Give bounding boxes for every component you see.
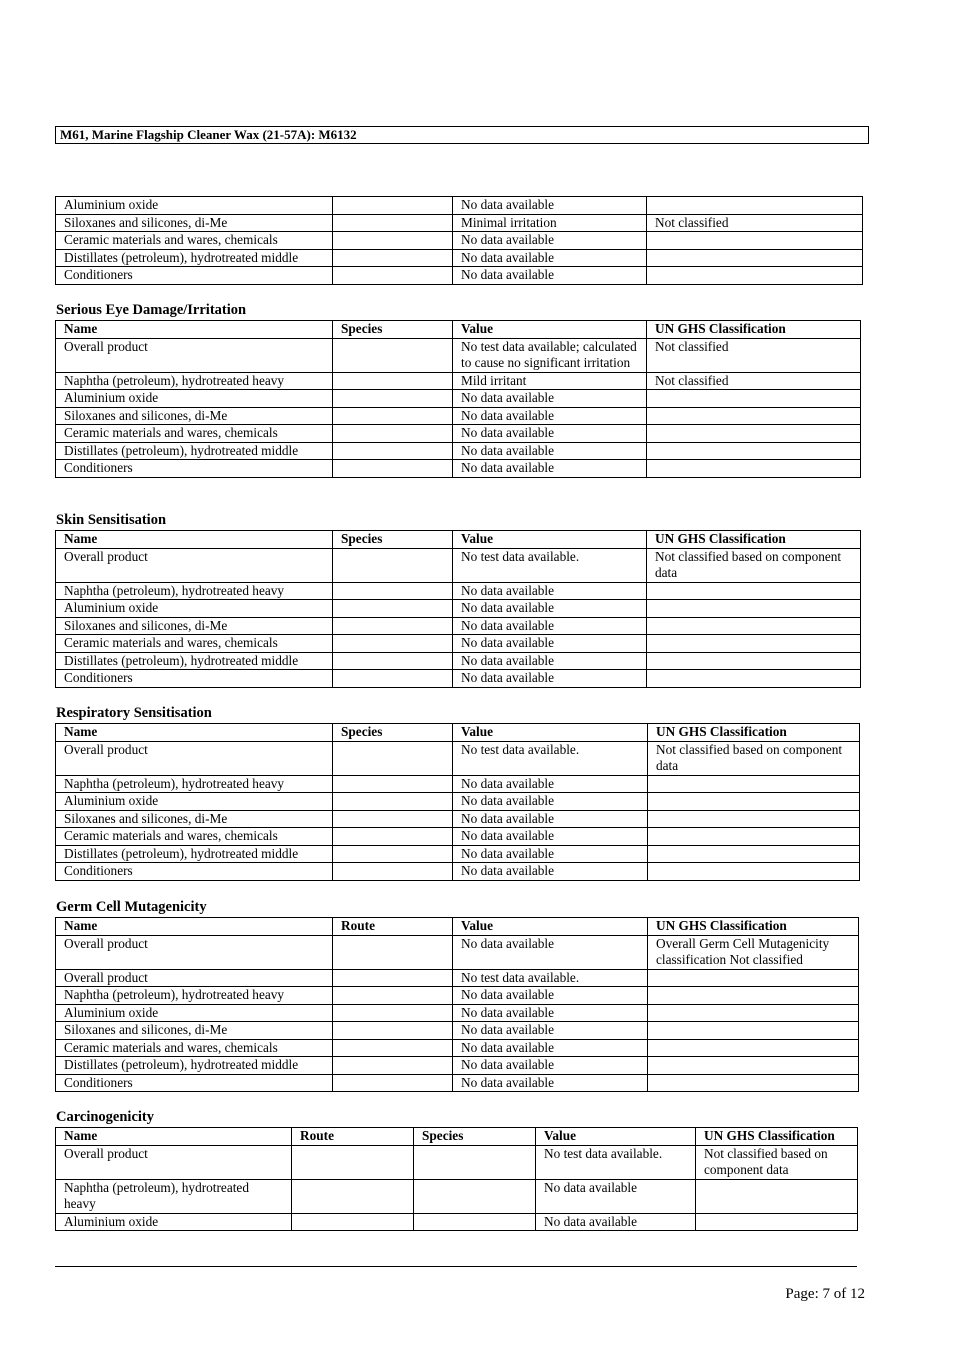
table-cell: No data available	[453, 407, 647, 425]
table-row	[56, 548, 861, 582]
table-cell	[647, 460, 861, 478]
table-cell: Aluminium oxide	[56, 197, 333, 215]
table-cell: Conditioners	[56, 670, 333, 688]
table-cell	[648, 793, 860, 811]
table-row	[56, 810, 860, 828]
table-cell	[648, 987, 859, 1005]
table-cell	[648, 969, 859, 987]
eye-section-title: Serious Eye Damage/Irritation	[56, 302, 247, 318]
table-cell	[647, 267, 863, 285]
table-row	[56, 987, 859, 1005]
table-cell	[333, 617, 453, 635]
column-header: Route	[333, 918, 453, 936]
table-cell	[333, 442, 453, 460]
table-cell	[647, 670, 861, 688]
table-cell	[333, 793, 453, 811]
table-cell	[333, 635, 453, 653]
column-header: UN GHS Classification	[648, 724, 860, 742]
column-header: Name	[56, 531, 333, 549]
table-cell: Not classified	[647, 214, 863, 232]
table-row	[56, 582, 861, 600]
table-cell: Minimal irritation	[453, 214, 647, 232]
table-cell	[647, 617, 861, 635]
table-row	[56, 652, 861, 670]
column-header: UN GHS Classification	[647, 531, 861, 549]
skin-sensitisation-title: Skin Sensitisation	[56, 512, 167, 528]
table-row	[56, 425, 861, 443]
table-cell	[647, 425, 861, 443]
table-cell	[647, 232, 863, 250]
table-cell: Siloxanes and silicones, di-Me	[56, 407, 333, 425]
table-row	[56, 969, 859, 987]
table-row	[56, 1004, 859, 1022]
column-header: UN GHS Classification	[648, 918, 859, 936]
table-cell: No data available	[453, 1039, 648, 1057]
table-cell: No data available	[453, 249, 647, 267]
table-cell: No data available	[536, 1179, 696, 1213]
table-cell: No data available	[453, 460, 647, 478]
table-cell: No data available	[453, 425, 647, 443]
table-cell	[333, 1074, 453, 1092]
table-cell	[414, 1213, 536, 1231]
table-cell: Aluminium oxide	[56, 390, 333, 408]
table-cell: No data available	[453, 775, 648, 793]
carcinogenicity-table	[55, 1127, 858, 1231]
table-cell	[648, 863, 860, 881]
column-header: Value	[536, 1128, 696, 1146]
table-cell	[648, 1057, 859, 1075]
table-header-row	[56, 531, 861, 549]
table-row	[56, 670, 861, 688]
table-cell: Overall product	[56, 548, 333, 582]
table-cell: Naphtha (petroleum), hydrotreated heavy	[56, 987, 333, 1005]
table-cell: Distillates (petroleum), hydrotreated middle	[56, 442, 333, 460]
table-header-row	[56, 1128, 858, 1146]
column-header: Species	[333, 531, 453, 549]
table-row	[56, 1039, 859, 1057]
table-cell: No data available	[453, 442, 647, 460]
column-header: Name	[56, 321, 333, 339]
table-cell: No data available	[453, 390, 647, 408]
table-cell: No data available	[536, 1213, 696, 1231]
table-row	[56, 775, 860, 793]
table-cell	[333, 775, 453, 793]
table-row	[56, 460, 861, 478]
table-row	[56, 1145, 858, 1179]
table-cell	[333, 741, 453, 775]
table-cell	[333, 969, 453, 987]
table-cell: Siloxanes and silicones, di-Me	[56, 617, 333, 635]
table-cell: No data available	[453, 1057, 648, 1075]
table-cell	[648, 810, 860, 828]
table-cell	[333, 372, 453, 390]
respiratory-sensitisation-table	[55, 723, 860, 881]
column-header: Route	[292, 1128, 414, 1146]
respiratory-sensitisation-title: Respiratory Sensitisation	[56, 705, 212, 721]
table-cell: Naphtha (petroleum), hydrotreated heavy	[56, 1179, 292, 1213]
column-header: Name	[56, 918, 333, 936]
table-cell: Not classified	[647, 372, 861, 390]
table-header-row	[56, 918, 859, 936]
table-row	[56, 828, 860, 846]
table-cell: No data available	[453, 582, 647, 600]
table-cell	[648, 1022, 859, 1040]
column-header: UN GHS Classification	[647, 321, 861, 339]
column-header: Species	[333, 321, 453, 339]
table-cell: Siloxanes and silicones, di-Me	[56, 810, 333, 828]
table-row	[56, 1057, 859, 1075]
table-cell	[333, 810, 453, 828]
table-cell	[292, 1145, 414, 1179]
column-header: Value	[453, 918, 648, 936]
page-number: Page: 7 of 12	[785, 1286, 865, 1302]
table-cell	[333, 652, 453, 670]
table-cell: No data available	[453, 600, 647, 618]
table-row	[56, 1074, 859, 1092]
carcinogenicity-title: Carcinogenicity	[56, 1109, 154, 1125]
table-cell: Aluminium oxide	[56, 1213, 292, 1231]
table-cell: Mild irritant	[453, 372, 647, 390]
table-cell	[333, 425, 453, 443]
table-header-row	[56, 724, 860, 742]
germ-cell-mutagenicity-title: Germ Cell Mutagenicity	[56, 899, 207, 915]
table-cell	[647, 652, 861, 670]
table-cell: Conditioners	[56, 267, 333, 285]
table-cell: Distillates (petroleum), hydrotreated middle	[56, 249, 333, 267]
table-cell: No test data available.	[453, 548, 647, 582]
table-cell: Siloxanes and silicones, di-Me	[56, 1022, 333, 1040]
table-row	[56, 407, 861, 425]
table-cell	[333, 197, 453, 215]
table-cell: Naphtha (petroleum), hydrotreated heavy	[56, 775, 333, 793]
table-cell: Distillates (petroleum), hydrotreated middle	[56, 652, 333, 670]
column-header: Name	[56, 1128, 292, 1146]
table-row	[56, 1022, 859, 1040]
table-cell	[333, 863, 453, 881]
table-cell: No data available	[453, 845, 648, 863]
table-row	[56, 197, 863, 215]
table-cell	[333, 987, 453, 1005]
table-cell	[648, 845, 860, 863]
table-cell: Conditioners	[56, 863, 333, 881]
table-cell	[647, 600, 861, 618]
table-cell: Overall product	[56, 935, 333, 969]
table-cell: No data available	[453, 670, 647, 688]
table-cell: No data available	[453, 810, 648, 828]
table-cell	[333, 390, 453, 408]
table-cell: No data available	[453, 863, 648, 881]
table-cell	[333, 407, 453, 425]
table-cell	[333, 582, 453, 600]
table-cell	[333, 1039, 453, 1057]
table-cell: No test data available; calculated to cause no significant irritation	[453, 338, 647, 372]
table-row	[56, 741, 860, 775]
table-cell	[333, 670, 453, 688]
table-cell	[333, 845, 453, 863]
table-cell: Conditioners	[56, 460, 333, 478]
skin-sensitisation-table	[55, 530, 861, 688]
eye-damage-table	[55, 320, 861, 478]
table-cell	[647, 197, 863, 215]
table-cell	[333, 460, 453, 478]
table-cell: Distillates (petroleum), hydrotreated middle	[56, 845, 333, 863]
table-cell: Overall product	[56, 969, 333, 987]
column-header: UN GHS Classification	[696, 1128, 858, 1146]
table-cell	[333, 232, 453, 250]
table-cell	[333, 1004, 453, 1022]
table-cell: Overall product	[56, 741, 333, 775]
table-cell	[648, 775, 860, 793]
table-cell: No data available	[453, 617, 647, 635]
table-cell	[647, 635, 861, 653]
table-cell	[648, 1074, 859, 1092]
table-cell: No test data available.	[453, 741, 648, 775]
table-row	[56, 845, 860, 863]
table-cell: Not classified	[647, 338, 861, 372]
table-cell: No data available	[453, 987, 648, 1005]
table-row	[56, 390, 861, 408]
column-header: Species	[333, 724, 453, 742]
column-header: Value	[453, 321, 647, 339]
table-cell: Overall Germ Cell Mutagenicity classification Not classified	[648, 935, 859, 969]
footer-divider	[55, 1266, 857, 1267]
table-cell: Aluminium oxide	[56, 600, 333, 618]
table-cell: Overall product	[56, 1145, 292, 1179]
table-cell: No data available	[453, 1004, 648, 1022]
skin-irritation-continued-table	[55, 196, 863, 285]
table-cell: No data available	[453, 828, 648, 846]
table-cell: Naphtha (petroleum), hydrotreated heavy	[56, 582, 333, 600]
table-cell: Overall product	[56, 338, 333, 372]
table-cell: No data available	[453, 1074, 648, 1092]
table-cell: No data available	[453, 1022, 648, 1040]
column-header: Name	[56, 724, 333, 742]
table-row	[56, 214, 863, 232]
table-cell: Ceramic materials and wares, chemicals	[56, 232, 333, 250]
table-cell: Not classified based on component data	[648, 741, 860, 775]
table-cell: No data available	[453, 635, 647, 653]
column-header: Species	[414, 1128, 536, 1146]
table-cell: Not classified based on component data	[696, 1145, 858, 1179]
table-cell: No test data available.	[453, 969, 648, 987]
table-cell: No data available	[453, 793, 648, 811]
table-cell: Not classified based on component data	[647, 548, 861, 582]
table-cell	[414, 1179, 536, 1213]
table-cell: No data available	[453, 197, 647, 215]
document-header: M61, Marine Flagship Cleaner Wax (21-57A): M6132	[55, 126, 869, 144]
table-cell	[647, 582, 861, 600]
table-cell	[414, 1145, 536, 1179]
table-cell	[648, 1004, 859, 1022]
table-cell	[696, 1179, 858, 1213]
table-row	[56, 617, 861, 635]
table-row	[56, 1213, 858, 1231]
table-cell: Ceramic materials and wares, chemicals	[56, 1039, 333, 1057]
column-header: Value	[453, 531, 647, 549]
table-row	[56, 232, 863, 250]
table-cell	[647, 249, 863, 267]
table-cell: No data available	[453, 652, 647, 670]
table-row	[56, 249, 863, 267]
table-cell	[292, 1179, 414, 1213]
table-cell	[333, 1022, 453, 1040]
table-cell: No data available	[453, 232, 647, 250]
table-cell: Siloxanes and silicones, di-Me	[56, 214, 333, 232]
table-row	[56, 600, 861, 618]
table-cell: Ceramic materials and wares, chemicals	[56, 828, 333, 846]
table-row	[56, 338, 861, 372]
germ-cell-mutagenicity-table	[55, 917, 859, 1092]
table-row	[56, 372, 861, 390]
table-cell	[333, 267, 453, 285]
table-cell: Aluminium oxide	[56, 1004, 333, 1022]
table-cell	[648, 828, 860, 846]
table-cell: No test data available.	[536, 1145, 696, 1179]
table-cell	[333, 214, 453, 232]
table-cell: Naphtha (petroleum), hydrotreated heavy	[56, 372, 333, 390]
table-cell: Distillates (petroleum), hydrotreated middle	[56, 1057, 333, 1075]
table-cell	[292, 1213, 414, 1231]
table-row	[56, 635, 861, 653]
table-row	[56, 793, 860, 811]
table-cell	[333, 935, 453, 969]
table-cell: No data available	[453, 935, 648, 969]
table-cell	[696, 1213, 858, 1231]
table-cell: Conditioners	[56, 1074, 333, 1092]
table-cell	[647, 407, 861, 425]
table-cell: No data available	[453, 267, 647, 285]
table-cell: Ceramic materials and wares, chemicals	[56, 635, 333, 653]
table-row	[56, 935, 859, 969]
table-cell	[647, 390, 861, 408]
table-cell	[647, 442, 861, 460]
table-cell	[333, 828, 453, 846]
table-cell: Aluminium oxide	[56, 793, 333, 811]
table-row	[56, 442, 861, 460]
table-row	[56, 267, 863, 285]
table-row	[56, 1179, 858, 1213]
column-header: Value	[453, 724, 648, 742]
table-cell	[333, 1057, 453, 1075]
table-cell: Ceramic materials and wares, chemicals	[56, 425, 333, 443]
table-row	[56, 863, 860, 881]
table-cell	[333, 600, 453, 618]
table-cell	[648, 1039, 859, 1057]
table-header-row	[56, 321, 861, 339]
table-cell	[333, 338, 453, 372]
table-cell	[333, 548, 453, 582]
table-cell	[333, 249, 453, 267]
